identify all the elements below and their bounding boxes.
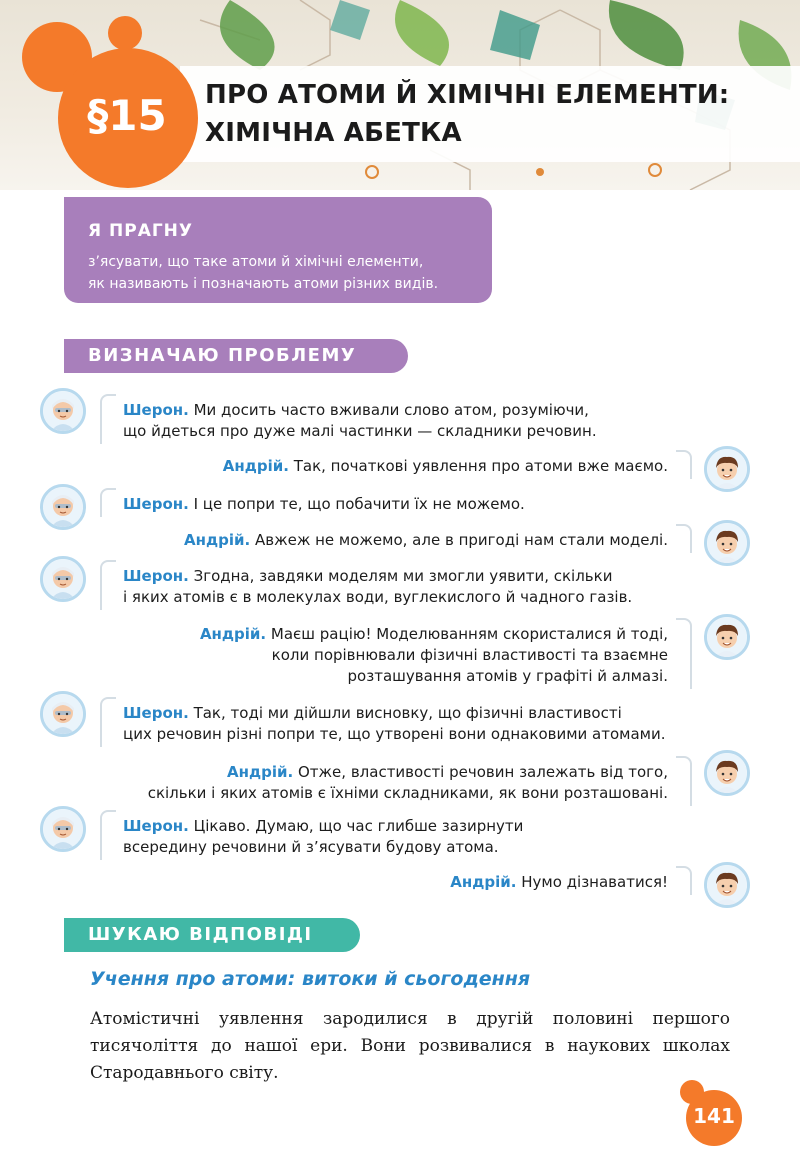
goal-title: Я ПРАГНУ: [88, 221, 194, 241]
badge-decoration: [108, 16, 142, 50]
dialogue-line: [123, 400, 683, 442]
avatar-sharon: [40, 556, 86, 602]
speech-bracket: [100, 394, 116, 444]
dialogue-line: [110, 530, 668, 551]
dialogue-text: Шерон. І це попри те, що побачити їх не можемо.: [123, 495, 525, 513]
dialogue-text: і яких атомів є в молекулах води, вуглекислого й чадного газів.: [123, 588, 633, 606]
speech-bracket: [100, 697, 116, 747]
dialogue-line: [123, 816, 683, 858]
body-paragraph: Атомістичні уявлення зародилися в другій половині першого тисячоліття до нашої ери. Вони розвивалися в наукових школах Стародавнього світу.: [90, 1009, 730, 1083]
dialogue-text: всередину речовини й з’ясувати будову атома.: [123, 838, 499, 856]
avatar-andrii: [704, 520, 750, 566]
speaker-name: Шерон.: [123, 495, 189, 513]
dialogue-text: Андрій. Так, початкові уявлення про атоми вже маємо.: [222, 457, 668, 475]
avatar-sharon: [40, 806, 86, 852]
speech-bracket: [100, 560, 116, 610]
dialogue-text: Шерон. Ми досить часто вживали слово атом, розуміючи,: [123, 401, 589, 419]
speaker-name: Андрій.: [227, 763, 294, 781]
dialogue-text: розташування атомів у графіті й алмазі.: [347, 667, 668, 685]
speaker-name: Андрій.: [222, 457, 289, 475]
speech-bracket: [676, 756, 692, 806]
dialogue-text: Шерон. Цікаво. Думаю, що час глибше зазирнути: [123, 817, 524, 835]
dialogue-text: коли порівнювали фізичні властивості та взаємне: [271, 646, 668, 664]
speaker-name: Андрій.: [199, 625, 267, 643]
dialogue-line: [123, 566, 683, 608]
section-number: §15: [87, 91, 167, 140]
speech-bracket: [676, 866, 692, 895]
avatar-andrii: [704, 750, 750, 796]
speaker-name: Шерон.: [123, 817, 189, 835]
avatar-sharon: [40, 388, 86, 434]
speech-bracket: [676, 618, 692, 689]
goal-line: з’ясувати, що таке атоми й хімічні елементи,: [88, 254, 424, 270]
avatar-sharon: [40, 691, 86, 737]
avatar-sharon: [40, 484, 86, 530]
dialogue-text: Шерон. Згодна, завдяки моделям ми змогли уявити, скільки: [123, 567, 613, 585]
dialogue-line: [110, 456, 668, 477]
page-title-line: ПРО АТОМИ Й ХІМІЧНІ ЕЛЕМЕНТИ:: [205, 80, 730, 110]
goal-text: [88, 251, 488, 295]
avatar-andrii: [704, 446, 750, 492]
dialogue-text: Андрій. Авжеж не можемо, але в пригоді нам стали моделі.: [184, 531, 668, 549]
speech-bracket: [100, 810, 116, 860]
speaker-name: Андрій.: [450, 873, 517, 891]
page-title-line: ХІМІЧНА АБЕТКА: [205, 118, 462, 148]
page-title: [205, 76, 785, 152]
dialogue-text: що йдеться про дуже малі частинки — складники речовин.: [123, 422, 597, 440]
dialogue-text: Андрій. Отже, властивості речовин залежать від того,: [227, 763, 668, 781]
speech-bracket: [676, 450, 692, 479]
speaker-name: Шерон.: [123, 567, 189, 585]
subheading: Учення про атоми: витоки й сьогодення: [90, 968, 531, 990]
dialogue-text: цих речовин різні попри те, що утворені вони однаковими атомами.: [123, 725, 666, 743]
dialogue-text: Андрій. Нумо дізнаватися!: [450, 873, 668, 891]
dialogue-line: [123, 703, 683, 745]
speaker-name: Шерон.: [123, 704, 189, 722]
dialogue-line: [110, 762, 668, 804]
speaker-name: Андрій.: [184, 531, 251, 549]
avatar-andrii: [704, 862, 750, 908]
speech-bracket: [676, 524, 692, 553]
dialogue-line: [123, 494, 683, 515]
section-header-answers: ШУКАЮ ВІДПОВІДІ: [64, 918, 360, 952]
dialogue-text: скільки і яких атомів є їхніми складниками, як вони розташовані.: [147, 784, 668, 802]
dialogue-line: [110, 624, 668, 687]
speaker-name: Шерон.: [123, 401, 189, 419]
page-number: 141: [693, 1104, 735, 1128]
dialogue-text: Андрій. Маєш рацію! Моделюванням скористалися й тоді,: [199, 625, 668, 643]
section-header-problem: ВИЗНАЧАЮ ПРОБЛЕМУ: [64, 339, 408, 373]
dialogue-line: [110, 872, 668, 893]
goal-line: як називають і позначають атоми різних видів.: [88, 276, 439, 292]
avatar-andrii: [704, 614, 750, 660]
speech-bracket: [100, 488, 116, 517]
dialogue-text: Шерон. Так, тоді ми дійшли висновку, що фізичні властивості: [123, 704, 622, 722]
